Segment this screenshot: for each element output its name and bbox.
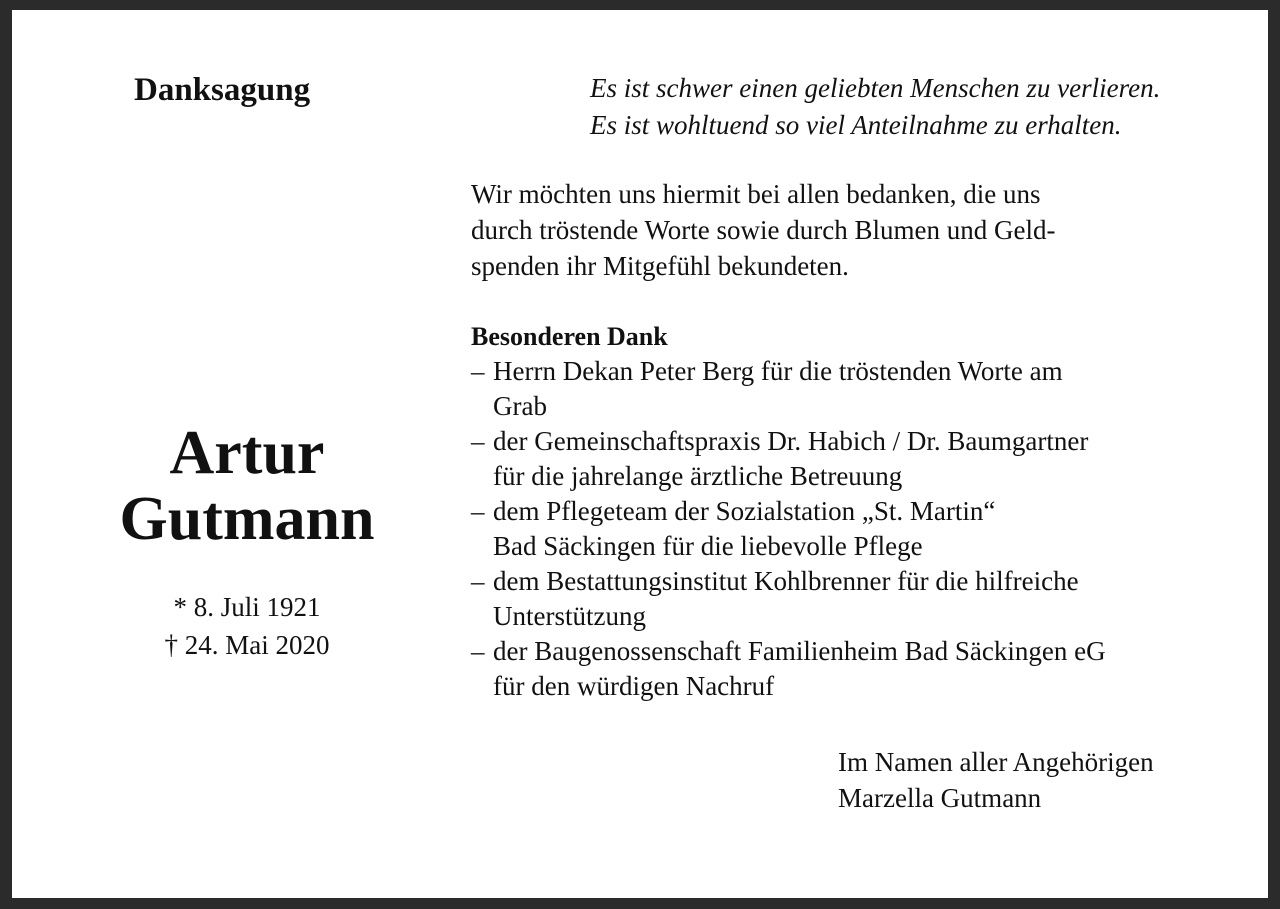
signature-line-1: Im Namen aller Angehörigen bbox=[838, 747, 1154, 777]
dash-bullet: – bbox=[471, 636, 485, 666]
list-item bbox=[471, 634, 1106, 704]
list-item-line: der Baugenossenschaft Familienheim Bad Säckingen eG bbox=[493, 636, 1106, 666]
list-item-line: für die jahrelange ärztliche Betreuung bbox=[493, 461, 903, 491]
dash-bullet: – bbox=[471, 496, 485, 526]
intro-line-1: Wir möchten uns hiermit bei allen bedanken, die uns bbox=[471, 179, 1041, 209]
obituary-card bbox=[12, 10, 1268, 898]
dash-bullet: – bbox=[471, 566, 485, 596]
dash-bullet: – bbox=[471, 426, 485, 456]
intro-line-3: spenden ihr Mitgefühl bekundeten. bbox=[471, 251, 849, 281]
motto-line-2: Es ist wohltuend so viel Anteilnahme zu erhalten. bbox=[590, 110, 1122, 140]
list-item bbox=[471, 354, 1106, 424]
list-item bbox=[471, 494, 1106, 564]
intro-text bbox=[471, 176, 1055, 284]
signature bbox=[838, 744, 1154, 816]
heading: Danksagung bbox=[134, 72, 311, 108]
list-item bbox=[471, 564, 1106, 634]
deceased-name bbox=[82, 420, 412, 552]
intro-line-2: durch tröstende Worte sowie durch Blumen und Geld- bbox=[471, 215, 1056, 245]
birth-date: * 8. Juli 1921 bbox=[173, 592, 321, 622]
signature-name: Marzella Gutmann bbox=[838, 783, 1042, 813]
list-item-line: dem Pflegeteam der Sozialstation „St. Martin“ bbox=[493, 496, 996, 526]
last-name: Gutmann bbox=[119, 485, 375, 553]
motto-line-1: Es ist schwer einen geliebten Menschen zu verlieren. bbox=[590, 73, 1161, 103]
list-item-line: der Gemeinschaftspraxis Dr. Habich / Dr. Baumgartner bbox=[493, 426, 1089, 456]
list-item-line: Unterstützung bbox=[493, 601, 646, 631]
special-thanks-list bbox=[471, 354, 1106, 704]
life-dates bbox=[82, 588, 412, 664]
list-item bbox=[471, 424, 1106, 494]
special-thanks-title: Besonderen Dank bbox=[471, 322, 668, 351]
list-item-line: Grab bbox=[493, 391, 547, 421]
list-item-line: für den würdigen Nachruf bbox=[493, 671, 775, 701]
first-name: Artur bbox=[169, 419, 325, 487]
list-item-line: Herrn Dekan Peter Berg für die tröstenden Worte am bbox=[493, 356, 1063, 386]
motto bbox=[590, 70, 1160, 144]
dash-bullet: – bbox=[471, 356, 485, 386]
death-date: † 24. Mai 2020 bbox=[164, 630, 330, 660]
list-item-line: Bad Säckingen für die liebevolle Pflege bbox=[493, 531, 923, 561]
list-item-line: dem Bestattungsinstitut Kohlbrenner für die hilfreiche bbox=[493, 566, 1079, 596]
